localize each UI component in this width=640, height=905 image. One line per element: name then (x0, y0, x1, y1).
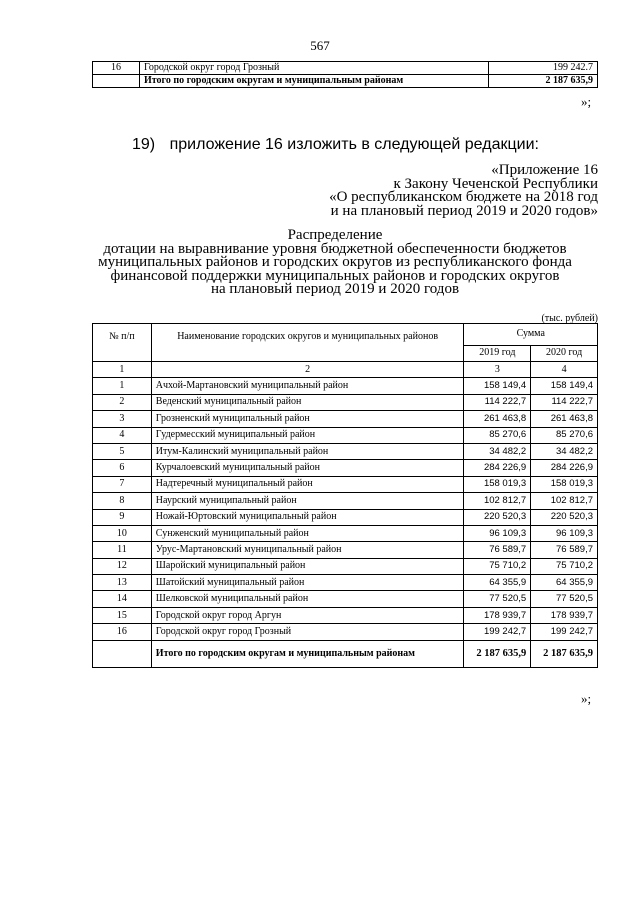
total-num (93, 640, 152, 667)
total-2020: 2 187 635,9 (531, 640, 598, 667)
row-value-2019: 96 109,3 (464, 525, 531, 541)
row-name: Городской округ город Грозный (140, 62, 489, 75)
row-value-2019: 75 710,2 (464, 558, 531, 574)
table-row (93, 460, 598, 476)
row-name: Шелковской муниципальный район (151, 591, 464, 607)
page-number: 567 (310, 38, 330, 53)
row-name: Итого по городским округам и муниципальным районам (140, 75, 489, 88)
table-row (93, 493, 598, 509)
table-row-total (93, 75, 598, 88)
row-name: Урус-Мартановский муниципальный район (151, 542, 464, 558)
closing-quote: »; (581, 691, 592, 706)
column-number: 3 (464, 362, 531, 378)
row-value-2020: 96 109,3 (531, 525, 598, 541)
column-number: 1 (93, 362, 152, 378)
row-value-2020: 178 939,7 (531, 607, 598, 623)
row-number: 13 (93, 575, 152, 591)
item-number: 19) (132, 136, 156, 153)
row-number: 8 (93, 493, 152, 509)
appendix-line: к Закону Чеченской Республики (393, 175, 598, 192)
table-row-total (93, 640, 598, 667)
item-text: приложение 16 изложить в следующей редакции: (169, 136, 539, 153)
title-line: дотации на выравнивание уровня бюджетной обеспеченности бюджетов (103, 240, 567, 257)
row-number (93, 75, 140, 88)
column-number: 4 (531, 362, 598, 378)
row-value-2019: 178 939,7 (464, 607, 531, 623)
row-value-2019: 261 463,8 (464, 411, 531, 427)
title-line: на плановый период 2019 и 2020 годов (210, 281, 460, 297)
row-value-2019: 158 149,4 (464, 378, 531, 394)
title-line: муниципальных районов и городских округов из республиканского фонда (98, 254, 572, 270)
row-number: 6 (93, 460, 152, 476)
row-value-2020: 199 242,7 (531, 624, 598, 640)
total-2019: 2 187 635,9 (464, 640, 531, 667)
table-row (93, 607, 598, 623)
row-value-2019: 284 226,9 (464, 460, 531, 476)
row-value-2019: 77 520,5 (464, 591, 531, 607)
row-name: Гудермесский муниципальный район (151, 427, 464, 443)
row-number: 1 (93, 378, 152, 394)
total-name: Итого по городским округам и муниципальным районам (151, 640, 464, 667)
row-value-2020: 284 226,9 (531, 460, 598, 476)
row-number: 5 (93, 443, 152, 459)
table-row (93, 443, 598, 459)
document-title (80, 229, 590, 297)
row-number: 12 (93, 558, 152, 574)
row-number: 14 (93, 591, 152, 607)
row-value-2020: 220 520,3 (531, 509, 598, 525)
title-line: финансовой поддержки муниципальных районов и городских округов (110, 267, 560, 284)
row-value-2020: 261 463,8 (531, 411, 598, 427)
column-number-row (93, 362, 598, 378)
appendix-header (258, 164, 598, 218)
table-row (93, 591, 598, 607)
appendix-line: «О республиканском бюджете на 2018 год (329, 189, 598, 205)
row-name: Шатойский муниципальный район (151, 575, 464, 591)
row-name: Курчалоевский муниципальный район (151, 460, 464, 476)
row-number: 16 (93, 624, 152, 640)
row-name: Наурский муниципальный район (151, 493, 464, 509)
row-name: Итум-Калинский муниципальный район (151, 443, 464, 459)
row-number: 2 (93, 394, 152, 410)
row-value-2019: 85 270,6 (464, 427, 531, 443)
row-name: Сунженский муниципальный район (151, 525, 464, 541)
distribution-table (92, 323, 598, 668)
table-row (93, 509, 598, 525)
row-name: Ножай-Юртовский муниципальный район (151, 509, 464, 525)
row-name: Городской округ город Грозный (151, 624, 464, 640)
header-name: Наименование городских округов и муниципальных районов (151, 324, 464, 362)
row-value-2020: 77 520,5 (531, 591, 598, 607)
row-value-2020: 85 270,6 (531, 427, 598, 443)
row-name: Шаройский муниципальный район (151, 558, 464, 574)
table-row (93, 394, 598, 410)
row-number: 11 (93, 542, 152, 558)
row-value: 199 242.7 (489, 62, 598, 75)
row-name: Веденский муниципальный район (151, 394, 464, 410)
row-name: Городской округ город Аргун (151, 607, 464, 623)
header-2019: 2019 год (464, 345, 531, 361)
row-value-2020: 158 149,4 (531, 378, 598, 394)
row-value-2019: 220 520,3 (464, 509, 531, 525)
row-number: 15 (93, 607, 152, 623)
row-value-2019: 102 812,7 (464, 493, 531, 509)
appendix-line: «Приложение 16 (491, 162, 598, 178)
header-sum: Сумма (464, 324, 598, 346)
row-value-2019: 158 019,3 (464, 476, 531, 492)
title-line: Распределение (287, 227, 383, 243)
row-value-2020: 64 355,9 (531, 575, 598, 591)
row-name: Ачхой-Мартановский муниципальный район (151, 378, 464, 394)
row-name: Надтеречный муниципальный район (151, 476, 464, 492)
row-number: 16 (93, 62, 140, 75)
row-value-2019: 64 355,9 (464, 575, 531, 591)
appendix-line: и на плановый период 2019 и 2020 годов» (330, 202, 598, 219)
row-name: Грозненский муниципальный район (151, 411, 464, 427)
table-row (93, 525, 598, 541)
table-row (93, 575, 598, 591)
row-value-2019: 34 482,2 (464, 443, 531, 459)
amendment-item (132, 136, 539, 154)
row-number: 7 (93, 476, 152, 492)
row-value-2019: 199 242,7 (464, 624, 531, 640)
table-row (93, 427, 598, 443)
row-value-2019: 114 222,7 (464, 394, 531, 410)
row-value-2020: 76 589,7 (531, 542, 598, 558)
table-row (93, 476, 598, 492)
row-value-2020: 75 710,2 (531, 558, 598, 574)
table-header-row (93, 324, 598, 346)
row-value-2020: 34 482,2 (531, 443, 598, 459)
header-num: № п/п (93, 324, 152, 362)
table-row (93, 542, 598, 558)
table-row (93, 624, 598, 640)
table-body (93, 378, 598, 640)
table-row (93, 558, 598, 574)
row-number: 9 (93, 509, 152, 525)
row-number: 10 (93, 525, 152, 541)
table-row (93, 378, 598, 394)
units-label: (тыс. рублей) (541, 313, 598, 324)
row-value-2020: 114 222,7 (531, 394, 598, 410)
table-row (93, 62, 598, 75)
closing-quote: »; (581, 94, 592, 109)
row-value-2019: 76 589,7 (464, 542, 531, 558)
row-value: 2 187 635,9 (489, 75, 598, 88)
column-number: 2 (151, 362, 464, 378)
table-row (93, 411, 598, 427)
row-number: 3 (93, 411, 152, 427)
row-value-2020: 158 019,3 (531, 476, 598, 492)
continuation-table (92, 61, 598, 88)
header-2020: 2020 год (531, 345, 598, 361)
row-number: 4 (93, 427, 152, 443)
row-value-2020: 102 812,7 (531, 493, 598, 509)
